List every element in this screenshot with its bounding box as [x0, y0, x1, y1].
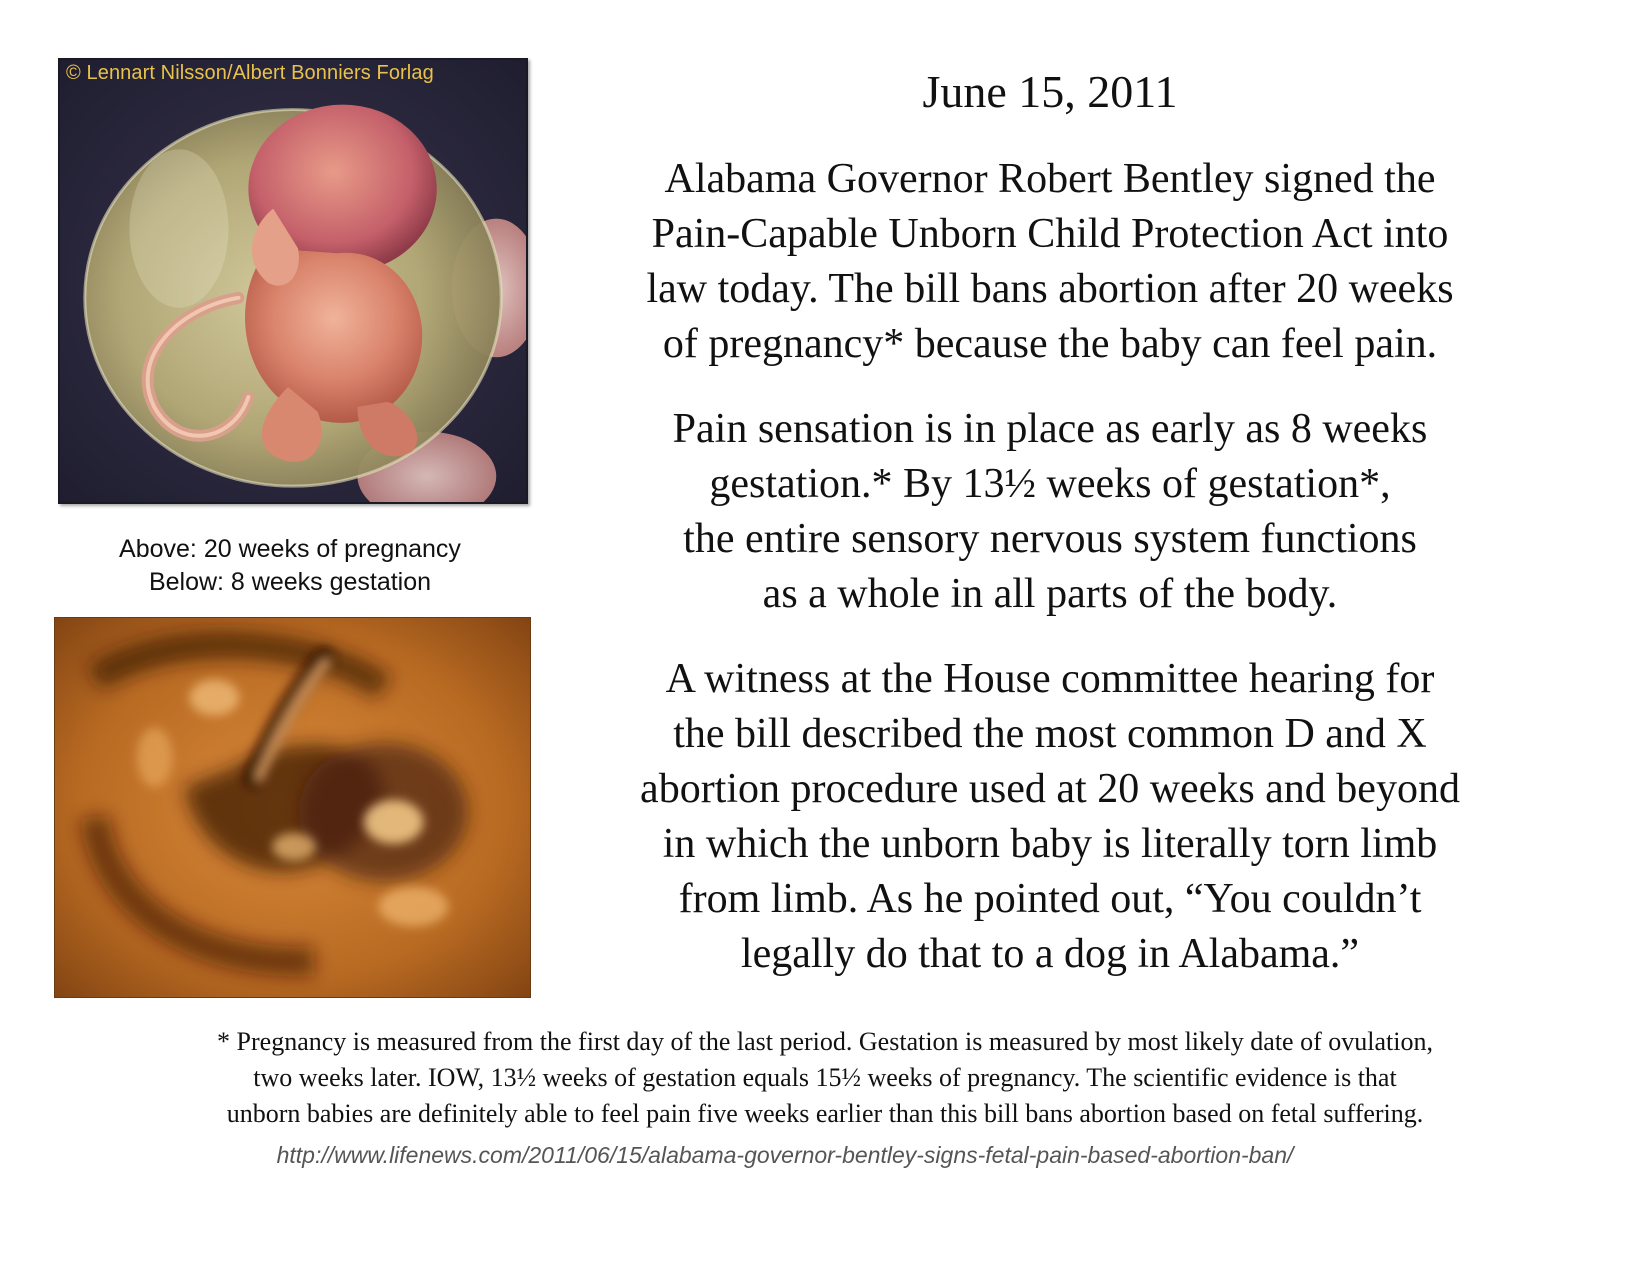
- paragraph-pain-sensation: [575, 402, 1525, 622]
- ultrasound-photo-8-weeks: [54, 617, 531, 998]
- source-url: http://www.lifenews.com/2011/06/15/alabama-governor-bentley-signs-fetal-pain-based-abortion-ban/: [276, 1142, 1294, 1168]
- paragraph-witness-line: the bill described the most common D and X: [673, 711, 1427, 757]
- photo-caption: [40, 533, 540, 599]
- paragraph-pain-sensation-line: gestation.* By 13½ weeks of gestation*,: [709, 461, 1391, 507]
- fetus-photo-20-weeks-image: [60, 60, 526, 502]
- caption-line-below: Below: 8 weeks gestation: [148, 568, 432, 596]
- main-article: [575, 62, 1525, 1012]
- paragraph-witness: [575, 652, 1525, 982]
- paragraph-witness-line: legally do that to a dog in Alabama.”: [740, 931, 1360, 977]
- paragraph-witness-line: from limb. As he pointed out, “You couldn’t: [678, 876, 1422, 922]
- footnote-line: unborn babies are definitely able to feel pain five weeks earlier than this bill bans abortion based on fetal suffering.: [226, 1099, 1424, 1128]
- paragraph-witness-line: in which the unborn baby is literally torn limb: [662, 821, 1438, 867]
- paragraph-signing: [575, 152, 1525, 372]
- paragraph-witness-line: A witness at the House committee hearing for: [665, 656, 1435, 702]
- paragraph-signing-line: Pain-Capable Unborn Child Protection Act into: [651, 211, 1449, 257]
- fetus-photo-20-weeks: [58, 58, 528, 504]
- ultrasound-photo-8-weeks-image: [55, 618, 530, 997]
- paragraph-pain-sensation-line: as a whole in all parts of the body.: [762, 571, 1338, 617]
- footnote-line: two weeks later. IOW, 13½ weeks of gestation equals 15½ weeks of pregnancy. The scientific evidence is that: [253, 1063, 1397, 1092]
- paragraph-witness-line: abortion procedure used at 20 weeks and beyond: [640, 766, 1460, 812]
- paragraph-signing-line: Alabama Governor Robert Bentley signed the: [664, 156, 1436, 202]
- footnote-line: * Pregnancy is measured from the first day of the last period. Gestation is measured by most likely date of ovulation,: [217, 1027, 1433, 1056]
- paragraph-signing-line: of pregnancy* because the baby can feel pain.: [662, 321, 1438, 367]
- caption-line-above: Above: 20 weeks of pregnancy: [119, 535, 461, 563]
- paragraph-pain-sensation-line: Pain sensation is in place as early as 8 weeks: [672, 406, 1428, 452]
- paragraph-pain-sensation-line: the entire sensory nervous system functions: [683, 516, 1417, 562]
- photo-credit: © Lennart Nilsson/Albert Bonniers Forlag: [66, 62, 434, 84]
- footnote: [25, 1024, 1625, 1132]
- paragraph-signing-line: law today. The bill bans abortion after 20 weeks: [646, 266, 1454, 312]
- article-date: June 15, 2011: [922, 66, 1178, 117]
